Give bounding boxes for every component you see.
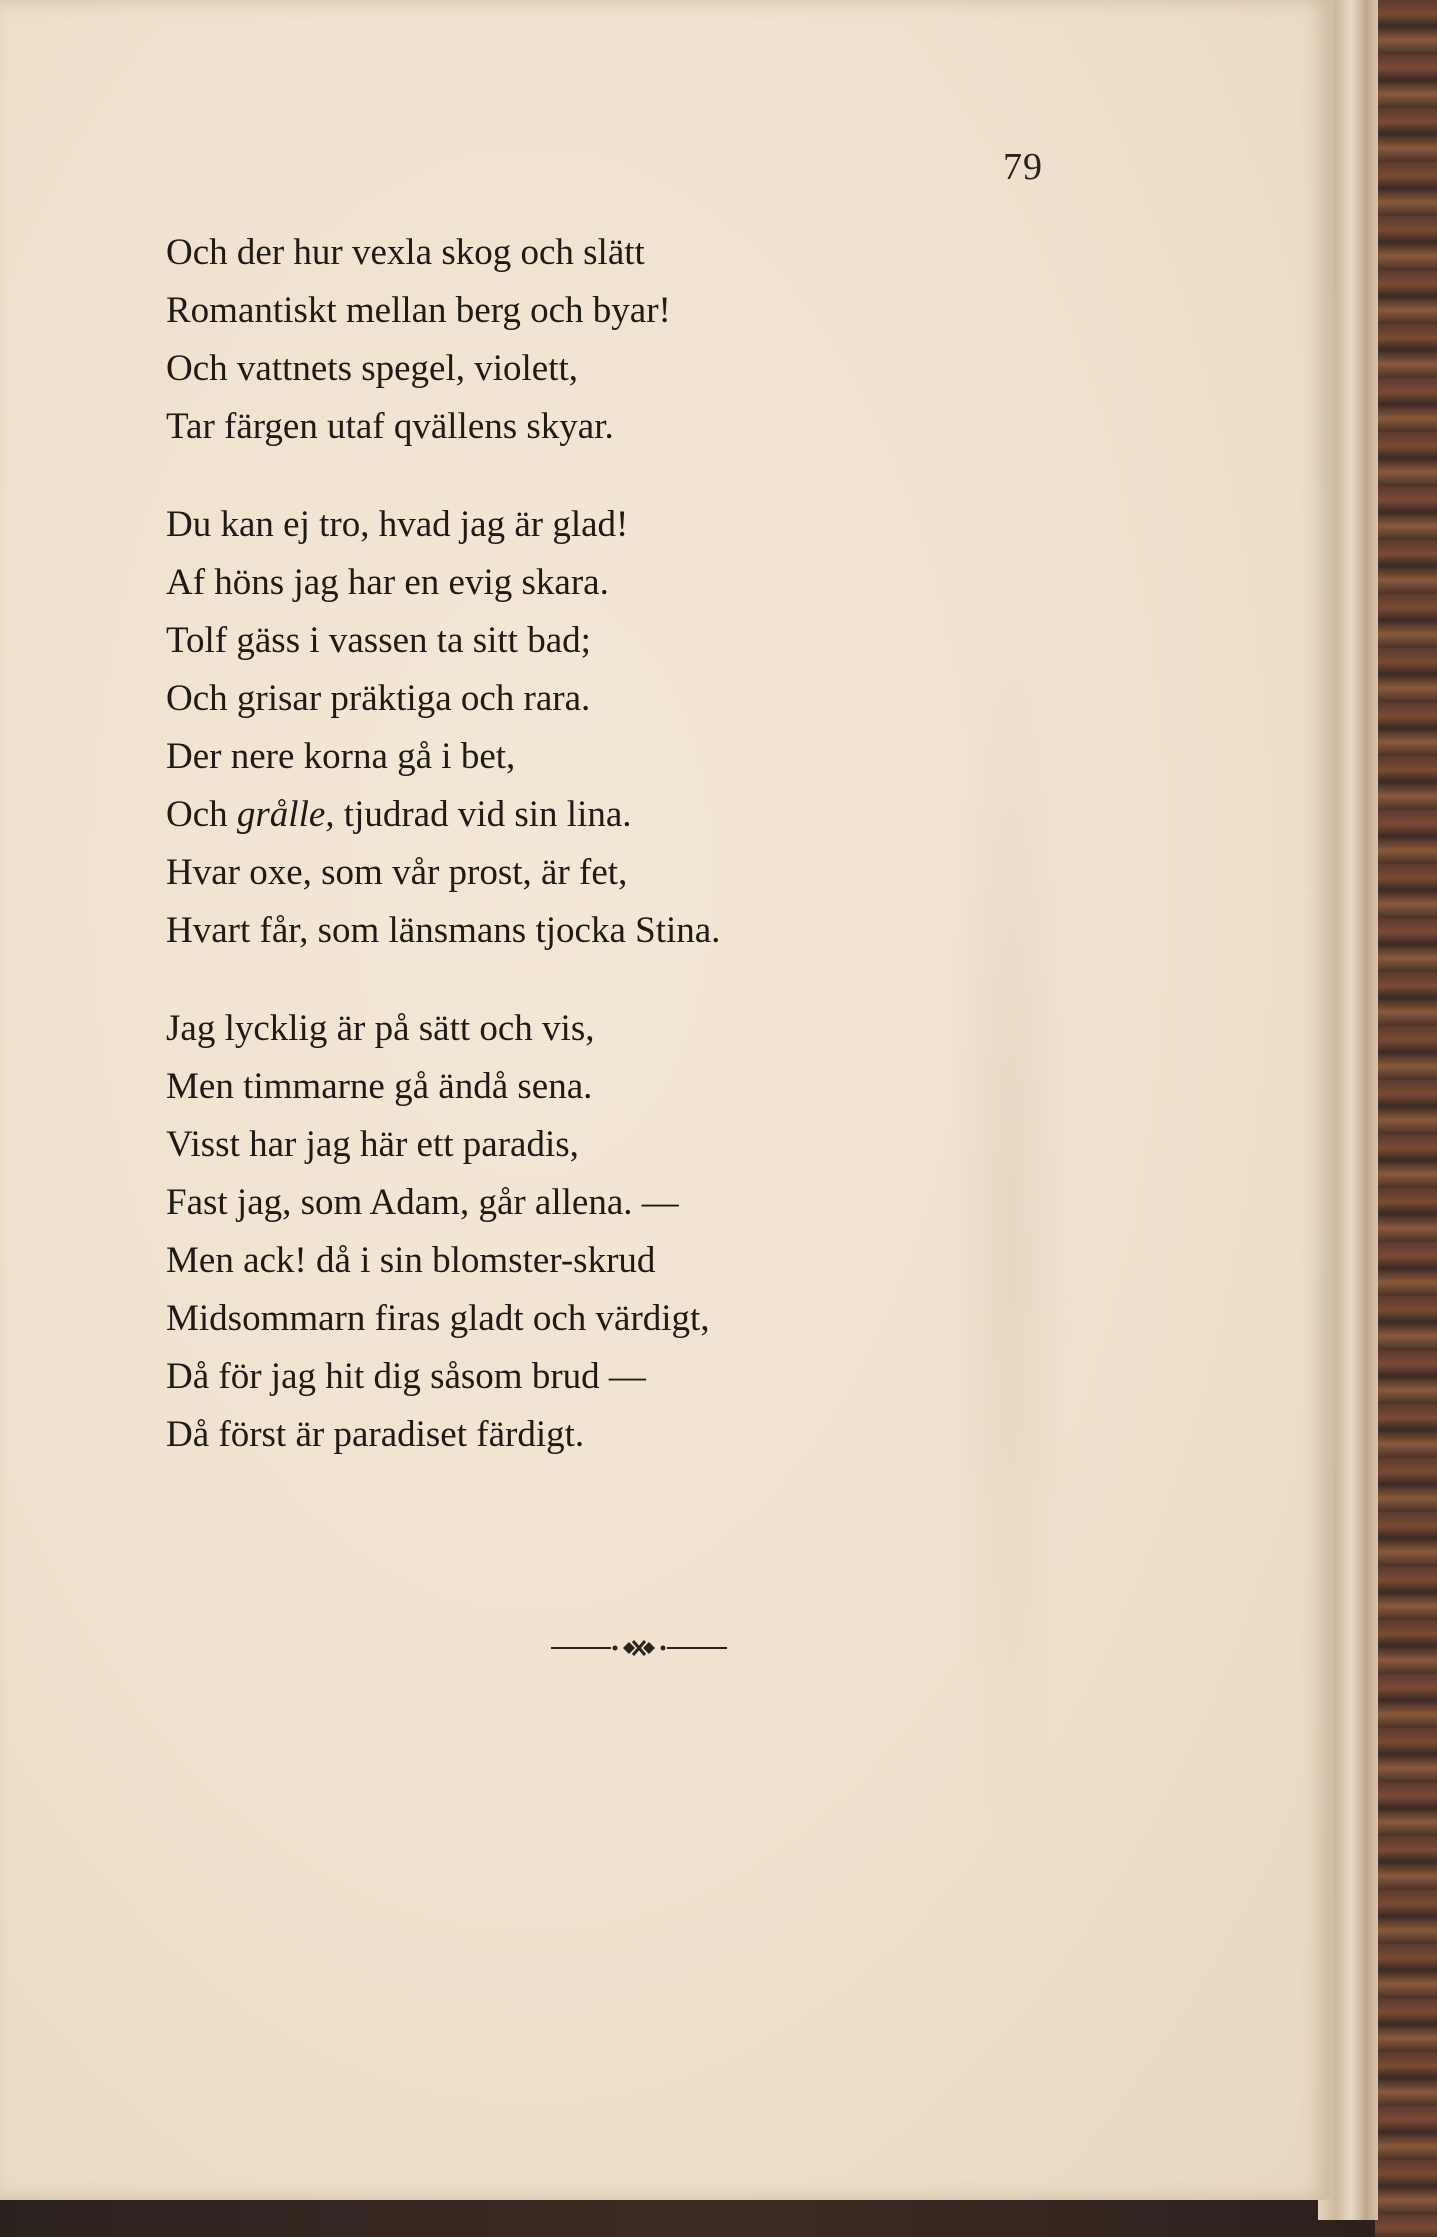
- poem-line-with-italic: [166, 786, 720, 844]
- poem-line: Visst har jag här ett paradis,: [166, 1124, 579, 1165]
- line-text: tjudrad vid sin lina.: [334, 794, 632, 835]
- poem-line: Tar färgen utaf qvällens skyar.: [166, 406, 614, 447]
- page-number: 79: [1003, 146, 1043, 188]
- poem: [166, 224, 720, 1504]
- poem-line: Och der hur vexla skog och slätt: [166, 232, 645, 273]
- poem-line: Och vattnets spegel, violett,: [166, 348, 579, 389]
- poem-line: Jag lycklig är på sätt och vis,: [166, 1008, 595, 1049]
- book-cover-edge: [1375, 0, 1437, 2237]
- poem-line: Då först är paradiset färdigt.: [166, 1414, 585, 1455]
- poem-line: Fast jag, som Adam, går allena. —: [166, 1182, 679, 1223]
- poem-line: Och grisar präktiga och rara.: [166, 678, 591, 719]
- stanza-2: [166, 496, 720, 960]
- poem-line: Der nere korna gå i bet,: [166, 736, 516, 777]
- stanza-1: [166, 224, 720, 456]
- poem-line: Af höns jag har en evig skara.: [166, 562, 609, 603]
- poem-line: Hvar oxe, som vår prost, är fet,: [166, 852, 628, 893]
- poem-line: Tolf gäss i vassen ta sitt bad;: [166, 620, 591, 661]
- ornament-divider-icon: [551, 1636, 727, 1660]
- poem-line: Midsommarn firas gladt och värdigt,: [166, 1298, 710, 1339]
- poem-line: Du kan ej tro, hvad jag är glad!: [166, 504, 629, 545]
- poem-line: Hvart får, som länsmans tjocka Stina.: [166, 910, 721, 951]
- stanza-3: [166, 1000, 720, 1464]
- poem-line: Men ack! då i sin blomster-skrud: [166, 1240, 656, 1281]
- line-text: Och: [166, 794, 237, 835]
- italic-word: grålle,: [236, 794, 335, 835]
- poem-line: Då för jag hit dig såsom brud —: [166, 1356, 646, 1397]
- poem-line: Men timmarne gå ändå sena.: [166, 1066, 593, 1107]
- poem-line: Romantiskt mellan berg och byar!: [166, 290, 671, 331]
- bleed-through-shadow: [950, 580, 1070, 1880]
